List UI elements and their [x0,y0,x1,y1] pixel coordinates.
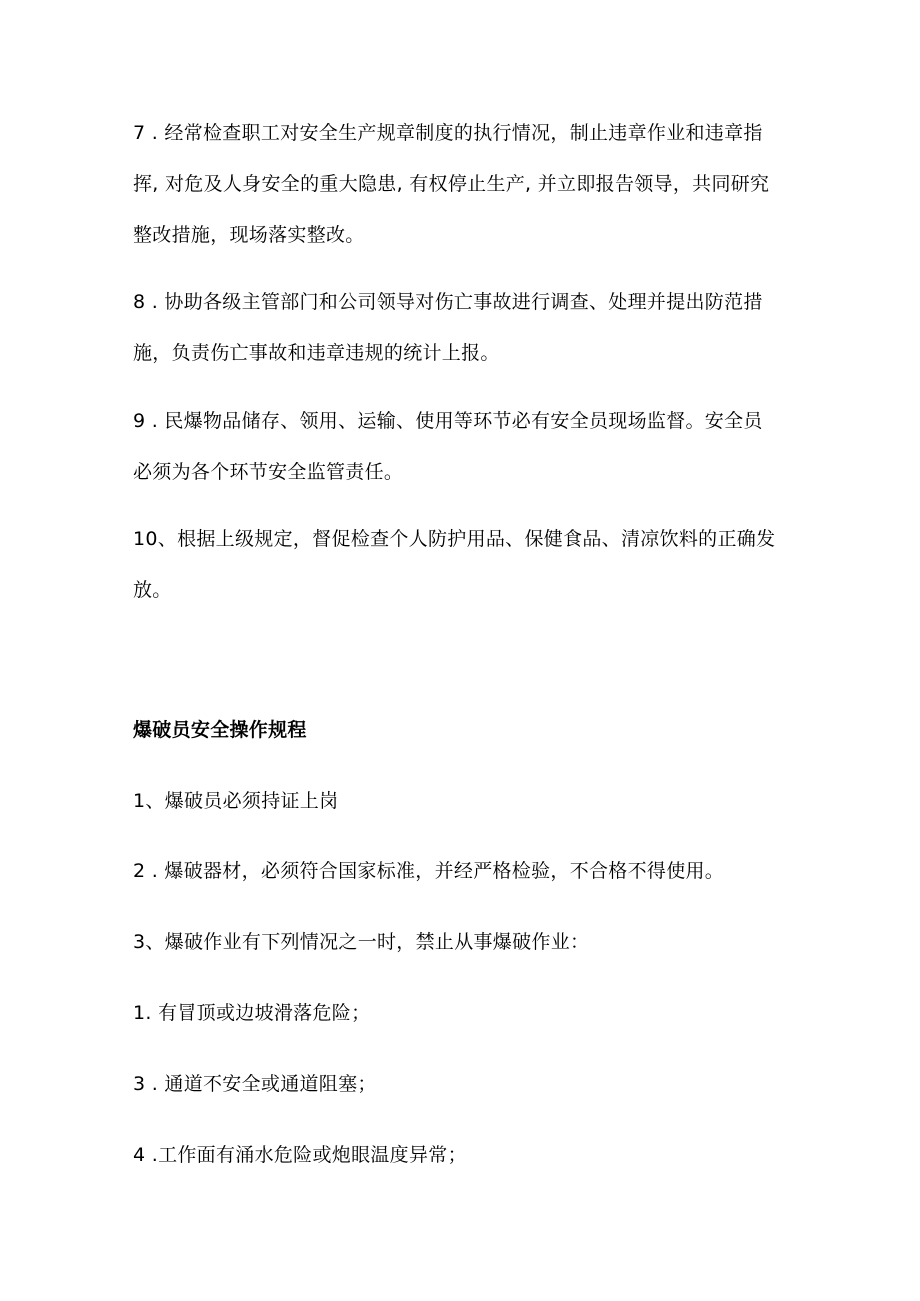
text-line: 放。 [133,579,172,601]
section-title: 爆破员安全操作规程 [133,719,307,741]
text-line: 必须为各个环节安全监管责任。 [133,461,404,483]
text-line: 9 . 民爆物品储存、领用、运输、使用等环节必有安全员现场监督。安全员 [133,410,763,432]
list-item-7 [133,108,793,261]
text-line: 整改措施，现场落实整改。 [133,224,365,246]
text-line: 施，负责伤亡事故和违章违规的统计上报。 [133,342,500,364]
text-line: 10、根据上级规定，督促检查个人防护用品、保健食品、清凉饮料的正确发 [133,528,776,550]
rule-item: 1. 有冒顶或边坡滑落危险； [133,1002,371,1024]
list-item-8 [133,277,793,379]
rule-item: 3、爆破作业有下列情况之一时，禁止从事爆破作业： [133,931,590,953]
list-item-9 [133,396,793,498]
text-line: 挥, 对危及人身安全的重大隐患, 有权停止生产, 并立即报告领导，共同研究 [133,173,770,195]
text-line: 8 . 协助各级主管部门和公司领导对伤亡事故进行调查、处理并提出防范措 [133,291,763,313]
list-item-10 [133,514,793,616]
rule-item: 4 .工作面有涌水危险或炮眼温度异常； [133,1144,467,1166]
rule-item: 3 . 通道不安全或通道阻塞； [133,1073,377,1095]
rule-item: 1、爆破员必须持证上岗 [133,790,339,812]
rule-item: 2 . 爆破器材，必须符合国家标准，并经严格检验，不合格不得使用。 [133,860,725,882]
text-line: 7 . 经常检查职工对安全生产规章制度的执行情况，制止违章作业和违章指 [133,122,763,144]
